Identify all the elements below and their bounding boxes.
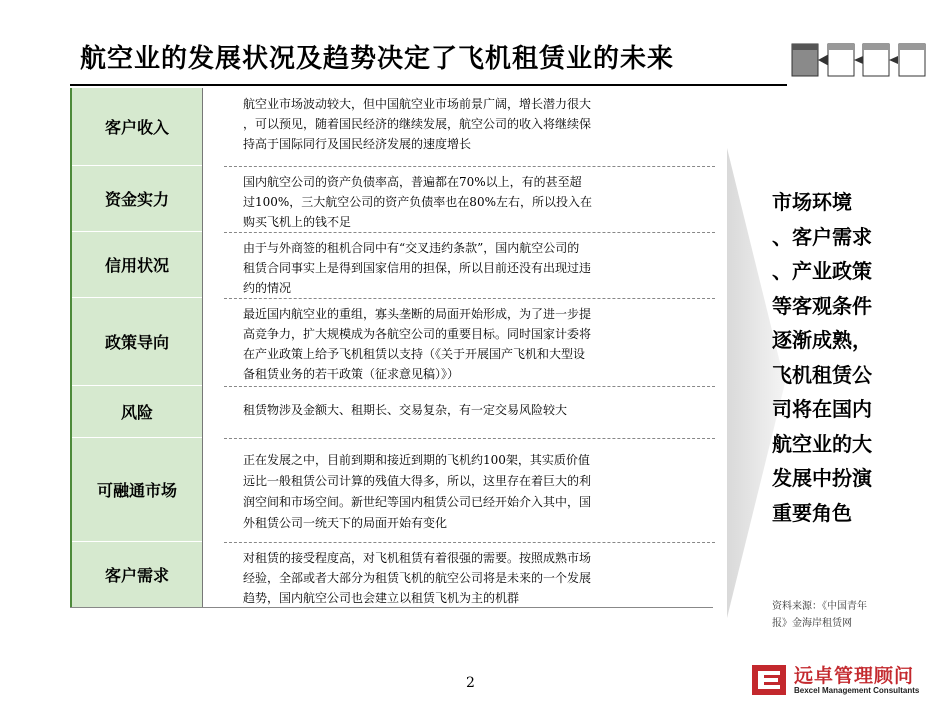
row-label: 可融通市场 — [72, 438, 202, 542]
table-row — [72, 232, 715, 299]
table-bottom-rule — [70, 607, 713, 608]
row-description: 最近国内航空业的重组，寡头垄断的局面开始形成，为了进一步提 高竞争力，扩大规模成为各航空公司的重要目标。同时国家计委将 在产业政策上给予飞机租赁以支持（《关于开展国产飞机和大型设 备租赁业务的若干政策（征求意见稿）》） — [202, 298, 715, 386]
table-row — [72, 542, 715, 609]
row-description: 航空业市场波动较大，但中国航空业市场前景广阔，增长潜力很大 ，可以预见，随着国民经济的继续发展，航空公司的收入将继续保 持高于国际同行及国民经济发展的速度增长 — [202, 88, 715, 166]
logo-name-cn: 远卓管理顾问 — [794, 665, 915, 687]
row-description: 由于与外商签的租机合同中有“交叉违约条款”，国内航空公司的 租赁合同事实上是得到国家信用的担保，所以目前还没有出现过违 约的情况 — [202, 232, 715, 298]
row-label: 客户需求 — [72, 542, 202, 608]
source-note: 资料来源：《中国青年 报》金海岸租赁网 — [772, 601, 867, 629]
logo-name-en: Bexcel Management Consultants — [794, 686, 920, 695]
conclusion-text: 市场环境 、客户需求 、产业政策 等客观条件 逐渐成熟， 飞机租赁公 司将在国内 航空业的大 发展中扮演 重要角色 — [772, 190, 872, 525]
row-description: 租赁物涉及金额大、租期长、交易复杂，有一定交易风险较大 — [202, 386, 715, 438]
title-underline — [70, 84, 787, 86]
row-description: 国内航空公司的资产负债率高，普遍都在70%以上，有的甚至超 过100%，三大航空公司的资产负债率也在80%左右，所以投入在 购买飞机上的钱不足 — [202, 166, 715, 232]
row-label: 信用状况 — [72, 232, 202, 298]
table-row — [72, 438, 715, 543]
factor-table — [70, 88, 715, 608]
row-description: 正在发展之中，目前到期和接近到期的飞机约100架，其实质价值 远比一般租赁公司计算的残值大得多，所以，这里存在着巨大的利 润空间和市场空间。新世纪等国内租赁公司已经开始介入其中，国 外租赁公司一统天下的局面开始有变化 — [202, 438, 715, 542]
row-label: 资金实力 — [72, 166, 202, 232]
row-label: 客户收入 — [72, 88, 202, 166]
table-row — [72, 298, 715, 387]
table-row — [72, 88, 715, 167]
company-logo — [752, 661, 942, 701]
row-description: 对租赁的接受程度高，对飞机租赁有着很强的需要。按照成熟市场 经验，全部或者大部分为租赁飞机的航空公司将是未来的一个发展 趋势，国内航空公司也会建立以租赁飞机为主的机群 — [202, 542, 715, 608]
process-navigator-icon — [791, 40, 931, 78]
row-label: 政策导向 — [72, 298, 202, 386]
row-label: 风险 — [72, 386, 202, 438]
page-title: 航空业的发展状况及趋势决定了飞机租赁业的未来 — [80, 44, 675, 74]
logo-mark-icon — [752, 661, 788, 697]
table-row — [72, 166, 715, 233]
table-row — [72, 386, 715, 439]
page-number: 2 — [466, 675, 475, 691]
